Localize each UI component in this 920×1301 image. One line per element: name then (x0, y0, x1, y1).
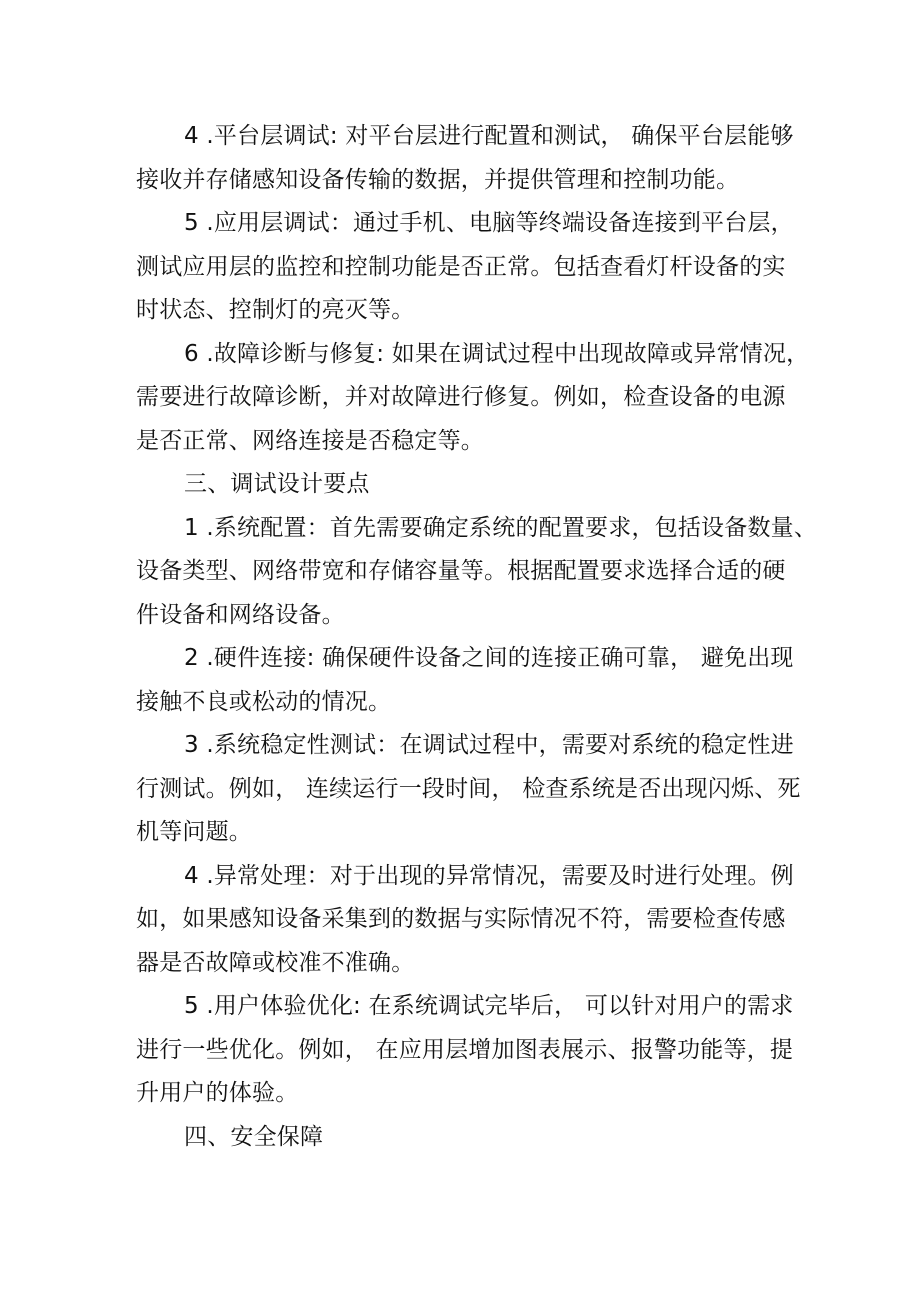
paragraph-line: 需要进行故障诊断，并对故障进行修复。例如，检查设备的电源 (136, 384, 786, 410)
paragraph-line: 接触不良或松动的情况。 (136, 688, 392, 715)
section-heading: 三、调试设计要点 (184, 471, 370, 497)
paragraph-line: 测试应用层的监控和控制功能是否正常。包括查看灯杆设备的实 (136, 253, 786, 280)
section-heading: 四、安全保障 (184, 1123, 324, 1150)
paragraph-line: 4 .平台层调试: 对平台层进行配置和测试， 确保平台层能够 (184, 123, 794, 149)
paragraph-line: 6 .故障诊断与修复: 如果在调试过程中出现故障或异常情况， (184, 340, 810, 367)
paragraph-line: 件设备和网络设备。 (136, 601, 345, 628)
paragraph-line: 1 .系统配置：首先需要确定系统的配置要求，包括设备数量、 (184, 514, 818, 541)
paragraph-line: 设备类型、网络带宽和存储容量等。根据配置要求选择合适的硬 (136, 558, 786, 584)
paragraph-line: 机等问题。 (136, 819, 252, 845)
paragraph-line: 时状态、控制灯的亮灭等。 (136, 297, 415, 323)
body-text (136, 115, 818, 1159)
paragraph-line: 行测试。例如， 连续运行一段时间， 检查系统是否出现闪烁、死 (136, 775, 801, 802)
paragraph-line: 2 .硬件连接: 确保硬件设备之间的连接正确可靠， 避免出现 (184, 645, 794, 671)
paragraph-line: 5 .应用层调试：通过手机、电脑等终端设备连接到平台层， (184, 210, 794, 236)
paragraph-line: 是否正常、网络连接是否稳定等。 (136, 427, 484, 454)
paragraph-line: 3 .系统稳定性测试：在调试过程中，需要对系统的稳定性进 (184, 732, 794, 758)
paragraph-line: 器是否故障或校准不准确。 (136, 949, 415, 976)
paragraph-line: 进行一些优化。例如， 在应用层增加图表展示、报警功能等，提 (136, 1036, 794, 1063)
paragraph-line: 升用户的体验。 (136, 1080, 299, 1106)
paragraph-line: 接收并存储感知设备传输的数据，并提供管理和控制功能。 (136, 166, 740, 193)
paragraph-line: 5 .用户体验优化: 在系统调试完毕后， 可以针对用户的需求 (184, 993, 794, 1019)
paragraph-line: 如，如果感知设备采集到的数据与实际情况不符，需要检查传感 (136, 906, 786, 932)
paragraph-line: 4 .异常处理：对于出现的异常情况，需要及时进行处理。例 (184, 862, 794, 889)
